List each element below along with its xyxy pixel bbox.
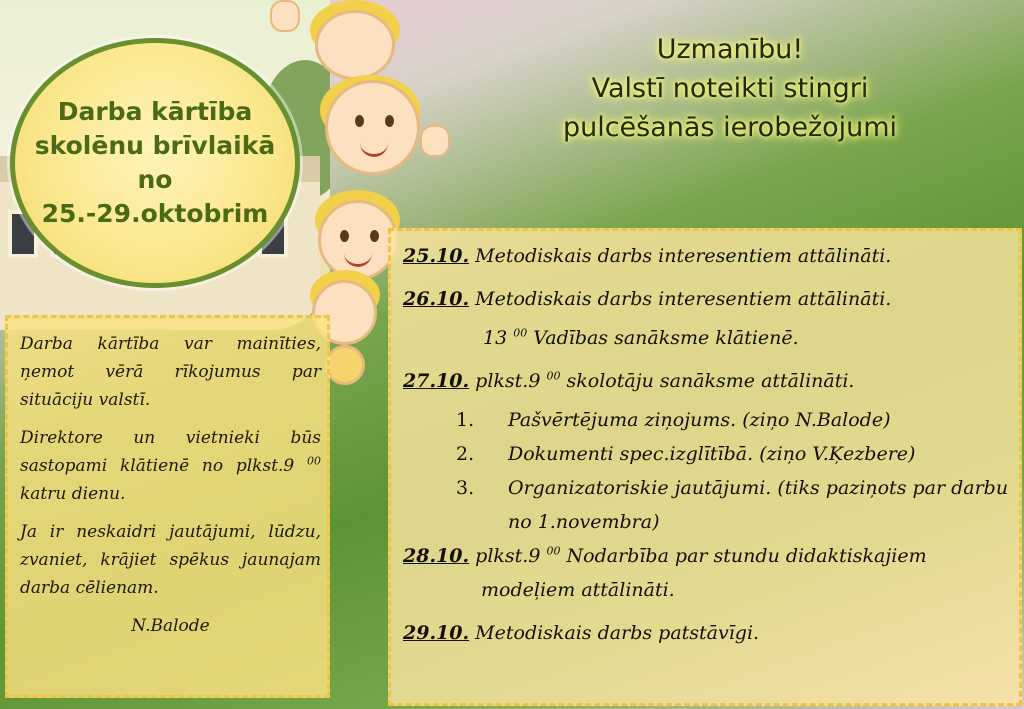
agenda-item: 1. Pašvērtējuma ziņojums. (ziņo N.Balode) <box>456 409 891 431</box>
child-hand <box>420 125 450 157</box>
schedule-subrow: 13 $^{00}$ Vadības sanāksme klātienē. <box>483 326 799 349</box>
note-paragraph: Darba kārtība var mainīties, ņemot vērā rīkojumus par situāciju valstī. <box>20 334 321 410</box>
title-badge <box>10 38 300 288</box>
schedule-row-continuation: modeļiem attālināti. <box>481 579 675 601</box>
agenda-item: 3. Organizatoriskie jautājumi. (tiks paziņots par darbu no 1.novembra) <box>456 477 1009 533</box>
headline-line-1: Uzmanību! <box>656 34 804 65</box>
schedule-row: 25.10. Metodiskais darbs interesentiem attālināti. <box>403 245 892 267</box>
note-paragraph: Direktore un vietnieki būs sastopami klātienē no plkst.9 $^{00}$ katru dienu. <box>20 428 321 504</box>
badge-line-2: skolēnu brīvlaikā <box>34 131 276 160</box>
signature: N.Balode <box>131 616 210 636</box>
schedule-row: 26.10. Metodiskais darbs interesentiem attālināti. <box>403 288 892 310</box>
badge-line-4: 25.-29.oktobrim <box>41 199 269 228</box>
child-face <box>325 345 365 385</box>
badge-line-1: Darba kārtība <box>57 97 253 126</box>
schedule-row: 28.10. plkst.9 $^{00}$ Nodarbība par stundu didaktiskajiem <box>403 544 927 567</box>
child-face <box>318 200 398 280</box>
schedule-date: 27.10. <box>403 370 470 392</box>
agenda-item: 2. Dokumenti spec.izglītībā. (ziņo V.Ķezbere) <box>456 443 916 465</box>
agenda-list <box>403 403 1011 539</box>
note-paragraph: Ja ir neskaidri jautājumi, lūdzu, zvaniet, krājiet spēkus jaunajam darba cēlienam. <box>20 522 321 598</box>
child-face <box>315 10 395 80</box>
schedule-date: 25.10. <box>403 245 470 267</box>
warning-headline <box>505 30 955 147</box>
child-hand <box>270 0 300 32</box>
schedule-date: 28.10. <box>403 545 470 567</box>
notes-box <box>5 315 330 698</box>
schedule-row: 29.10. Metodiskais darbs patstāvīgi. <box>403 622 760 644</box>
schedule-date: 29.10. <box>403 622 470 644</box>
child-face <box>325 80 420 175</box>
schedule-row: 27.10. plkst.9 $^{00}$ skolotāju sanāksme attālināti. <box>403 369 855 392</box>
badge-line-3: no <box>137 165 173 194</box>
headline-line-3: pulcēšanās ierobežojumi <box>562 112 898 143</box>
schedule-box <box>388 228 1022 706</box>
schedule-date: 26.10. <box>403 288 470 310</box>
headline-line-2: Valstī noteikti stingri <box>591 73 869 104</box>
